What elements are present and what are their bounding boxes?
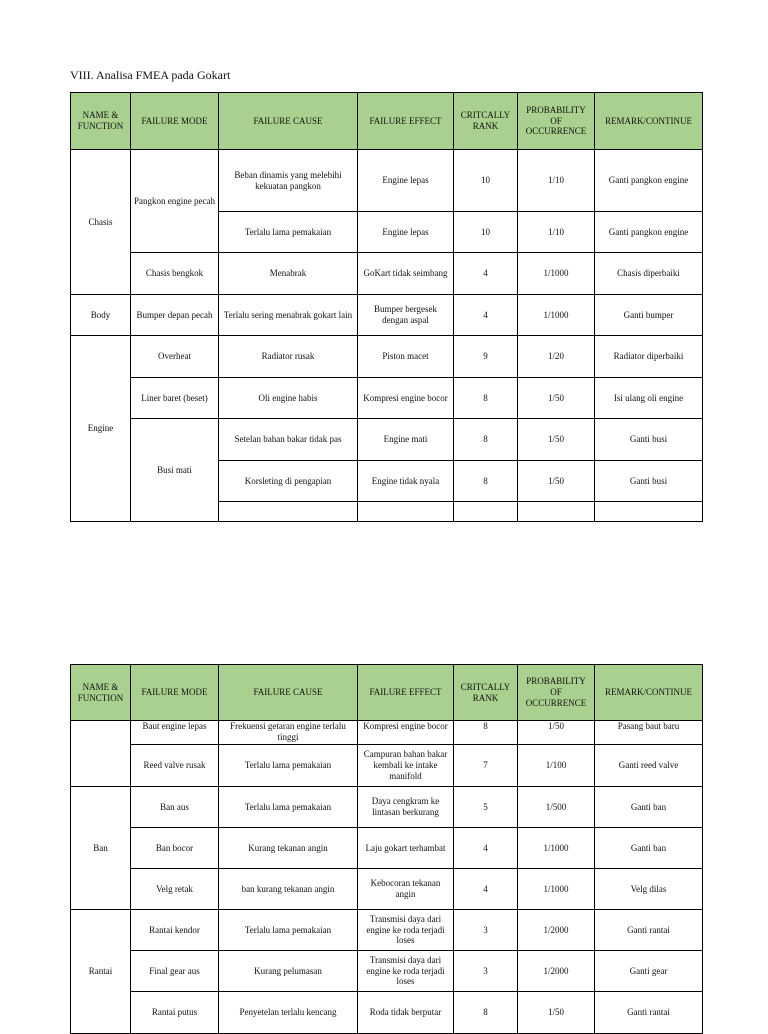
failure-mode-cell: Ban bocor <box>131 828 219 869</box>
failure-effect-cell: Campuran bahan bakar kembali ke intake manifold <box>358 745 454 787</box>
probability-of-occurrence-cell: 1/50 <box>518 992 595 1034</box>
critcally-rank-cell: 4 <box>454 253 518 295</box>
remark-continue-cell: Ganti rantai <box>595 910 703 951</box>
critcally-rank-cell: 3 <box>454 910 518 951</box>
probability-of-occurrence-cell: 1/1000 <box>518 295 595 336</box>
failure-effect-cell: Engine mati <box>358 419 454 461</box>
critcally-rank-cell: 10 <box>454 150 518 212</box>
component-name-cell: Engine <box>71 336 131 522</box>
failure-mode-cell: Overheat <box>131 336 219 378</box>
failure-mode-cell: Rantai putus <box>131 992 219 1034</box>
probability-of-occurrence-cell: 1/50 <box>518 378 595 419</box>
critcally-rank-cell <box>454 502 518 522</box>
remark-continue-cell: Velg dilas <box>595 869 703 910</box>
failure-cause-cell: Terlalu lama pemakaian <box>219 910 358 951</box>
failure-cause-cell: Terlalu lama pemakaian <box>219 787 358 828</box>
failure-cause-cell: Penyetelan terlalu kencang <box>219 992 358 1034</box>
table-row <box>71 295 703 336</box>
table-header-row <box>71 93 703 150</box>
critcally-rank-cell: 10 <box>454 212 518 253</box>
component-name-cell: Ban <box>71 787 131 910</box>
fmea-table-1-wrapper <box>70 92 703 522</box>
probability-of-occurrence-cell: 1/2000 <box>518 951 595 992</box>
critcally-rank-cell: 8 <box>454 378 518 419</box>
remark-continue-cell: Ganti ban <box>595 787 703 828</box>
failure-cause-cell: Terlalu lama pemakaian <box>219 745 358 787</box>
failure-effect-cell: GoKart tidak seimbang <box>358 253 454 295</box>
failure-cause-cell: Setelan bahan bakar tidak pas <box>219 419 358 461</box>
probability-of-occurrence-cell: 1/500 <box>518 787 595 828</box>
column-header-failure-cause: FAILURE CAUSE <box>219 665 358 721</box>
table-row <box>71 869 703 910</box>
failure-cause-cell: Frekuensi getaran engine terlalu tinggi <box>219 721 358 745</box>
failure-effect-cell: Bumper bergesek dengan aspal <box>358 295 454 336</box>
failure-cause-cell: Radiator rusak <box>219 336 358 378</box>
failure-cause-cell: ban kurang tekanan angin <box>219 869 358 910</box>
fmea-table-2-wrapper <box>70 664 703 1034</box>
remark-continue-cell: Ganti busi <box>595 461 703 502</box>
failure-effect-cell: Kompresi engine bocor <box>358 721 454 745</box>
failure-mode-cell: Rantai kendor <box>131 910 219 951</box>
failure-effect-cell: Roda tidak berputar <box>358 992 454 1034</box>
failure-mode-cell: Ban aus <box>131 787 219 828</box>
failure-effect-cell: Kebocoran tekanan angin <box>358 869 454 910</box>
column-header-failure-mode: FAILURE MODE <box>131 93 219 150</box>
remark-continue-cell <box>595 502 703 522</box>
column-header-remark-continue: REMARK/CONTINUE <box>595 665 703 721</box>
critcally-rank-cell: 4 <box>454 869 518 910</box>
table-row <box>71 787 703 828</box>
table-row <box>71 992 703 1034</box>
failure-effect-cell: Transmisi daya dari engine ke roda terjadi loses <box>358 951 454 992</box>
probability-of-occurrence-cell: 1/20 <box>518 336 595 378</box>
component-name-cell <box>71 721 131 787</box>
critcally-rank-cell: 4 <box>454 295 518 336</box>
remark-continue-cell: Ganti ban <box>595 828 703 869</box>
failure-effect-cell: Transmisi daya dari engine ke roda terjadi loses <box>358 910 454 951</box>
remark-continue-cell: Chasis diperbaiki <box>595 253 703 295</box>
probability-of-occurrence-cell: 1/10 <box>518 212 595 253</box>
column-header-name-function: NAME & FUNCTION <box>71 665 131 721</box>
component-name-cell: Body <box>71 295 131 336</box>
probability-of-occurrence-cell: 1/1000 <box>518 828 595 869</box>
column-header-failure-effect: FAILURE EFFECT <box>358 93 454 150</box>
critcally-rank-cell: 9 <box>454 336 518 378</box>
failure-effect-cell: Engine lepas <box>358 150 454 212</box>
probability-of-occurrence-cell: 1/50 <box>518 419 595 461</box>
column-header-failure-cause: FAILURE CAUSE <box>219 93 358 150</box>
probability-of-occurrence-cell: 1/50 <box>518 721 595 745</box>
failure-cause-cell: Menabrak <box>219 253 358 295</box>
failure-mode-cell: Baut engine lepas <box>131 721 219 745</box>
remark-continue-cell: Radiator diperbaiki <box>595 336 703 378</box>
fmea-table <box>70 664 703 1034</box>
failure-cause-cell <box>219 502 358 522</box>
remark-continue-cell: Ganti pangkon engine <box>595 150 703 212</box>
critcally-rank-cell: 8 <box>454 461 518 502</box>
failure-effect-cell: Engine tidak nyala <box>358 461 454 502</box>
failure-cause-cell: Kurang pelumasan <box>219 951 358 992</box>
failure-cause-cell: Beban dinamis yang melebihi kekuatan pangkon <box>219 150 358 212</box>
column-header-critcally-rank: CRITCALLY RANK <box>454 93 518 150</box>
component-name-cell: Rantai <box>71 910 131 1034</box>
failure-cause-cell: Kurang tekanan angin <box>219 828 358 869</box>
failure-mode-cell: Reed valve rusak <box>131 745 219 787</box>
critcally-rank-cell: 3 <box>454 951 518 992</box>
remark-continue-cell: Isi ulang oli engine <box>595 378 703 419</box>
critcally-rank-cell: 8 <box>454 992 518 1034</box>
probability-of-occurrence-cell: 1/10 <box>518 150 595 212</box>
column-header-failure-mode: FAILURE MODE <box>131 665 219 721</box>
failure-cause-cell: Terlalu sering menabrak gokart lain <box>219 295 358 336</box>
document-heading: VIII. Analisa FMEA pada Gokart <box>70 68 231 82</box>
remark-continue-cell: Ganti rantai <box>595 992 703 1034</box>
table-row <box>71 721 703 745</box>
probability-of-occurrence-cell: 1/50 <box>518 461 595 502</box>
remark-continue-cell: Ganti gear <box>595 951 703 992</box>
remark-continue-cell: Ganti bumper <box>595 295 703 336</box>
probability-of-occurrence-cell: 1/1000 <box>518 869 595 910</box>
table-row <box>71 745 703 787</box>
critcally-rank-cell: 4 <box>454 828 518 869</box>
failure-effect-cell: Laju gokart terhambat <box>358 828 454 869</box>
column-header-remark-continue: REMARK/CONTINUE <box>595 93 703 150</box>
failure-mode-cell: Liner baret (beset) <box>131 378 219 419</box>
remark-continue-cell: Ganti pangkon engine <box>595 212 703 253</box>
table-header-row <box>71 665 703 721</box>
column-header-critcally-rank: CRITCALLY RANK <box>454 665 518 721</box>
failure-mode-cell: Pangkon engine pecah <box>131 150 219 253</box>
failure-effect-cell: Daya cengkram ke lintasan berkurang <box>358 787 454 828</box>
critcally-rank-cell: 5 <box>454 787 518 828</box>
failure-cause-cell: Terlalu lama pemakaian <box>219 212 358 253</box>
column-header-probability-of-occurrence: PROBABILITY OF OCCURRENCE <box>518 665 595 721</box>
probability-of-occurrence-cell: 1/1000 <box>518 253 595 295</box>
failure-cause-cell: Korsleting di pengapian <box>219 461 358 502</box>
table-row <box>71 336 703 378</box>
failure-effect-cell: Piston macet <box>358 336 454 378</box>
critcally-rank-cell: 8 <box>454 419 518 461</box>
remark-continue-cell: Pasang baut baru <box>595 721 703 745</box>
table-row <box>71 253 703 295</box>
remark-continue-cell: Ganti busi <box>595 419 703 461</box>
failure-effect-cell: Kompresi engine bocor <box>358 378 454 419</box>
table-row <box>71 951 703 992</box>
column-header-failure-effect: FAILURE EFFECT <box>358 665 454 721</box>
column-header-name-function: NAME & FUNCTION <box>71 93 131 150</box>
column-header-probability-of-occurrence: PROBABILITY OF OCCURRENCE <box>518 93 595 150</box>
table-row <box>71 910 703 951</box>
failure-mode-cell: Bumper depan pecah <box>131 295 219 336</box>
failure-cause-cell: Oli engine habis <box>219 378 358 419</box>
table-row <box>71 150 703 212</box>
failure-mode-cell: Final gear aus <box>131 951 219 992</box>
failure-mode-cell: Chasis bengkok <box>131 253 219 295</box>
failure-mode-cell: Velg retak <box>131 869 219 910</box>
remark-continue-cell: Ganti reed valve <box>595 745 703 787</box>
probability-of-occurrence-cell: 1/2000 <box>518 910 595 951</box>
component-name-cell: Chasis <box>71 150 131 295</box>
critcally-rank-cell: 7 <box>454 745 518 787</box>
fmea-table <box>70 92 703 522</box>
table-row <box>71 419 703 461</box>
failure-effect-cell <box>358 502 454 522</box>
table-row <box>71 828 703 869</box>
table-row <box>71 378 703 419</box>
failure-mode-cell: Busi mati <box>131 419 219 522</box>
critcally-rank-cell: 8 <box>454 721 518 745</box>
probability-of-occurrence-cell: 1/100 <box>518 745 595 787</box>
failure-effect-cell: Engine lepas <box>358 212 454 253</box>
probability-of-occurrence-cell <box>518 502 595 522</box>
